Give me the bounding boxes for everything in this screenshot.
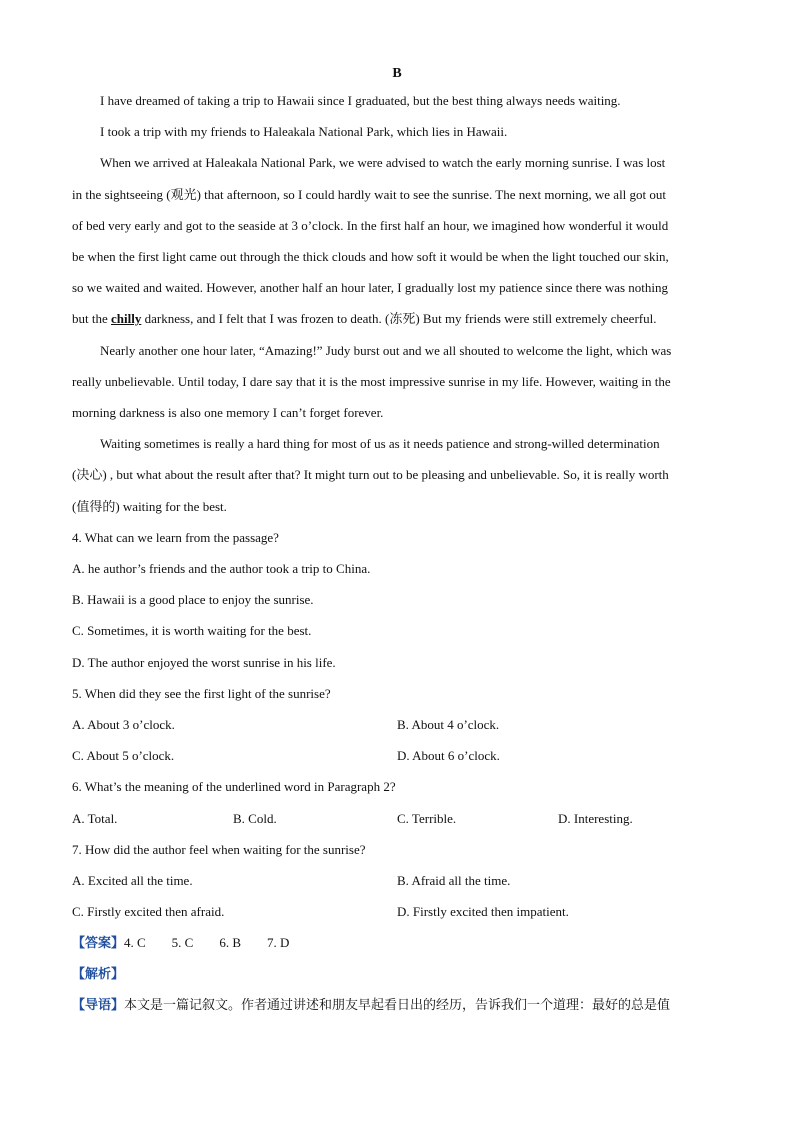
intro-text: 本文是一篇记叙文。作者通过讲述和朋友早起看日出的经历，告诉我们一个道理：最好的总是值	[124, 998, 671, 1013]
question-5-option-b: B. About 4 o’clock.	[397, 717, 500, 732]
passage-paragraph-3-line-5: so we waited and waited. However, another half an hour later, I gradually lost my patience since there was nothing	[72, 280, 669, 295]
passage-paragraph-5-line-3: (值得的) waiting for the best.	[72, 499, 227, 514]
question-5-stem: 5. When did they see the first light of the sunrise?	[72, 686, 331, 701]
question-6-option-a: A. Total.	[72, 811, 118, 826]
question-4-stem: 4. What can we learn from the passage?	[72, 530, 279, 545]
underlined-word-chilly: chilly	[111, 311, 142, 326]
passage-paragraph-3-line-2: in the sightseeing (观光) that afternoon, so I could hardly wait to see the sunrise. The next morning, we all got out	[72, 187, 667, 202]
question-5-option-c: C. About 5 o’clock.	[72, 748, 175, 763]
question-7-option-d: D. Firstly excited then impatient.	[397, 904, 569, 919]
passage-paragraph-5-line-1: Waiting sometimes is really a hard thing for most of us as it needs patience and strong-willed determination	[100, 436, 660, 451]
passage-paragraph-4-line-3: morning darkness is also one memory I can’t forget forever.	[72, 405, 384, 420]
analysis-line	[72, 966, 732, 983]
question-7-option-a: A. Excited all the time.	[72, 873, 193, 888]
passage-paragraph-2: I took a trip with my friends to Haleakala National Park, which lies in Hawaii.	[100, 124, 508, 139]
passage-paragraph-1: I have dreamed of taking a trip to Hawaii since I graduated, but the best thing always needs waiting.	[100, 93, 621, 108]
question-4-option-b: B. Hawaii is a good place to enjoy the sunrise.	[72, 592, 314, 607]
question-7-option-c: C. Firstly excited then afraid.	[72, 904, 225, 919]
question-4-option-c: C. Sometimes, it is worth waiting for the best.	[72, 623, 312, 638]
question-5-option-d: D. About 6 o’clock.	[397, 748, 500, 763]
answer-label: 【答案】	[72, 936, 125, 951]
question-7-option-b: B. Afraid all the time.	[397, 873, 511, 888]
answer-line	[72, 935, 732, 952]
question-7-stem: 7. How did the author feel when waiting for the sunrise?	[72, 842, 366, 857]
analysis-label: 【解析】	[72, 967, 125, 982]
question-6-option-d: D. Interesting.	[558, 811, 633, 826]
question-6-option-c: C. Terrible.	[397, 811, 457, 826]
passage-paragraph-3-line-4: be when the first light came out through the thick clouds and how soft it would be when the light touched our skin,	[72, 249, 669, 264]
question-5-option-a: A. About 3 o’clock.	[72, 717, 175, 732]
intro-line	[72, 998, 732, 1014]
passage-paragraph-4-line-1: Nearly another one hour later, “Amazing!” Judy burst out and we all shouted to welcome the light, which was	[100, 343, 672, 358]
passage-paragraph-3-line-6: but the chilly darkness, and I felt that I was frozen to death. (冻死) But my friends were still extremely cheerful.	[72, 311, 657, 326]
answer-text: 4. C 5. C 6. B 7. D	[124, 935, 290, 950]
question-4-option-d: D. The author enjoyed the worst sunrise in his life.	[72, 655, 336, 670]
question-6-stem: 6. What’s the meaning of the underlined word in Paragraph 2?	[72, 779, 396, 794]
intro-label: 【导语】	[72, 998, 125, 1013]
passage-paragraph-5-line-2: (决心) , but what about the result after that? It might turn out to be pleasing and unbelievable. So, it is really worth	[72, 467, 669, 482]
passage-paragraph-3-line-3: of bed very early and got to the seaside at 3 o’clock. In the first half an hour, we imagined how wonderful it would	[72, 218, 669, 233]
passage-paragraph-3-line-1: When we arrived at Haleakala National Park, we were advised to watch the early morning sunrise. I was lost	[100, 155, 666, 170]
question-6-option-b: B. Cold.	[233, 811, 277, 826]
passage-paragraph-4-line-2: really unbelievable. Until today, I dare say that it is the most impressive sunrise in my life. However, waiting in the	[72, 374, 671, 389]
section-title: B	[392, 66, 402, 81]
question-4-option-a: A. he author’s friends and the author took a trip to China.	[72, 561, 371, 576]
